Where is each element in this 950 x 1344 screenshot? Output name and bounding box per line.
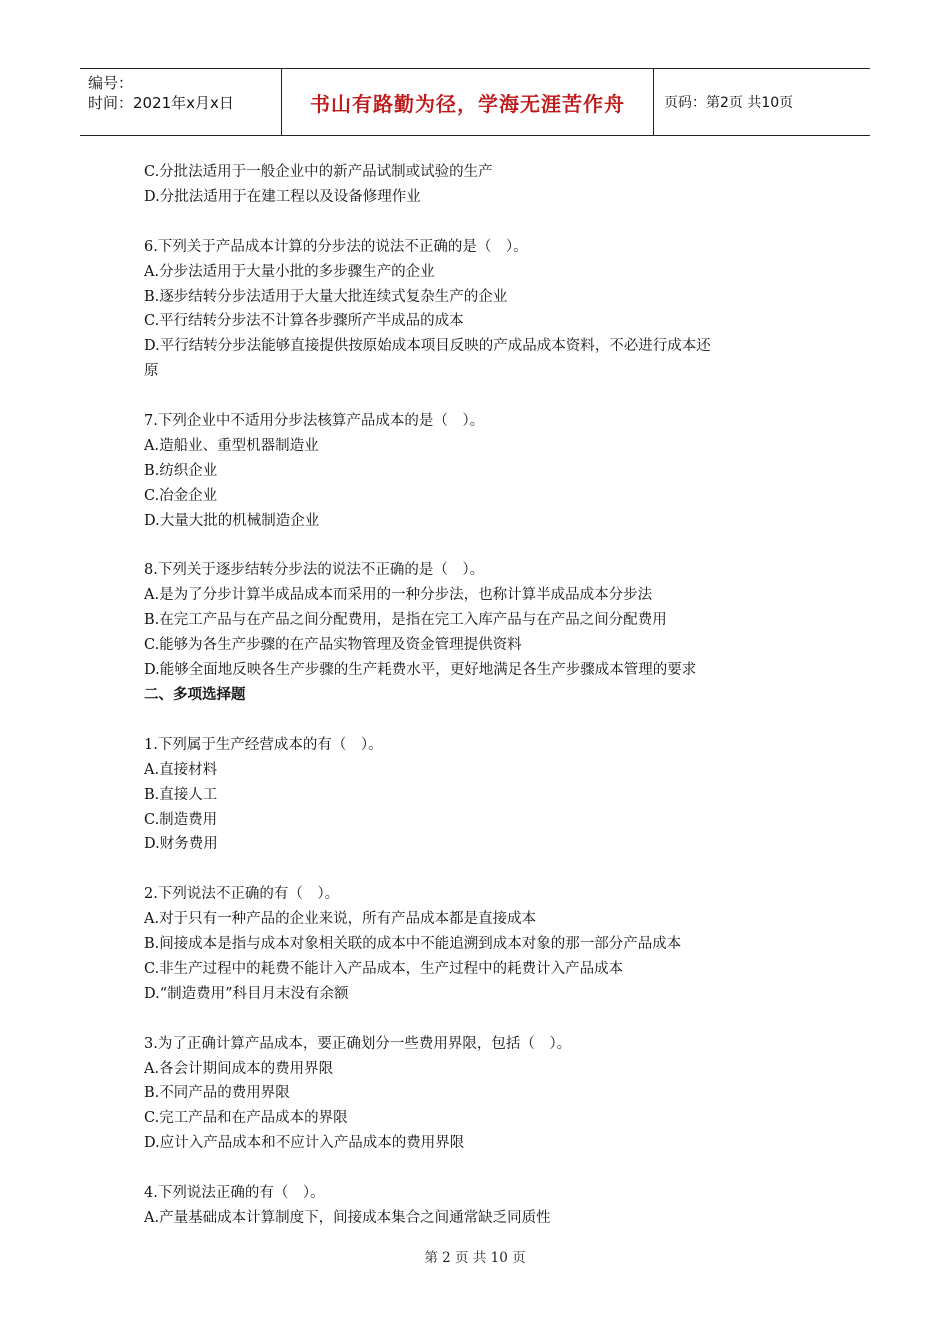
blank-line — [144, 384, 814, 409]
text-line: C.制造费用 — [144, 811, 218, 828]
document-body — [144, 160, 814, 1231]
blank-line — [144, 708, 814, 733]
text-line: B.纺织企业 — [144, 462, 218, 479]
text-line: 6.下列关于产品成本计算的分步法的说法不正确的是（ ）。 — [144, 238, 528, 255]
text-line: B.逐步结转分步法适用于大量大批连续式复杂生产的企业 — [144, 288, 508, 305]
text-line: 原 — [144, 363, 159, 380]
text-line: A.各会计期间成本的费用界限 — [144, 1060, 334, 1077]
text-line: D.平行结转分步法能够直接提供按原始成本项目反映的产成品成本资料，不必进行成本还 — [144, 338, 711, 355]
text-line: A.直接材料 — [144, 761, 218, 778]
text-line: D.分批法适用于在建工程以及设备修理作业 — [144, 188, 421, 205]
text-line: 8.下列关于逐步结转分步法的说法不正确的是（ ）。 — [144, 562, 485, 579]
text-line: 2.下列说法不正确的有（ ）。 — [144, 886, 340, 903]
blank-line — [144, 1156, 814, 1181]
text-line: B.在完工产品与在产品之间分配费用，是指在完工入库产品与在产品之间分配费用 — [144, 612, 667, 629]
header-motto: 书山有路勤为径，学海无涯苦作舟 — [282, 69, 654, 135]
text-line: A.分步法适用于大量小批的多步骤生产的企业 — [144, 263, 435, 280]
text-line: 4.下列说法正确的有（ ）。 — [144, 1185, 325, 1202]
page-header — [80, 68, 870, 136]
text-line: 7.下列企业中不适用分步法核算产品成本的是（ ）。 — [144, 413, 485, 430]
text-line: C.冶金企业 — [144, 487, 218, 504]
blank-line — [144, 534, 814, 559]
text-line: B.不同产品的费用界限 — [144, 1085, 290, 1102]
text-line: A.产量基础成本计算制度下，间接成本集合之间通常缺乏同质性 — [144, 1209, 551, 1226]
text-line: C.分批法适用于一般企业中的新产品试制或试验的生产 — [144, 164, 493, 180]
question-block-single-choice — [144, 160, 814, 683]
text-line: C.平行结转分步法不计算各步骤所产半成品的成本 — [144, 313, 464, 330]
text-line: C.非生产过程中的耗费不能计入产品成本，生产过程中的耗费计入产品成本 — [144, 960, 624, 977]
text-line: 3.为了正确计算产品成本，要正确划分一些费用界限，包括（ ）。 — [144, 1035, 572, 1052]
text-line: D.大量大批的机械制造企业 — [144, 512, 320, 529]
text-line: 1.下列属于生产经营成本的有（ ）。 — [144, 736, 383, 753]
text-line: A.是为了分步计算半成品成本而采用的一种分步法，也称计算半成品成本分步法 — [144, 587, 653, 604]
text-line: D.能够全面地反映各生产步骤的生产耗费水平，更好地满足各生产步骤成本管理的要求 — [144, 662, 697, 679]
question-block-multiple-choice — [144, 708, 814, 1231]
text-line: C.完工产品和在产品成本的界限 — [144, 1110, 348, 1127]
document-date-label: 时间：2021年x月x日 — [88, 94, 234, 112]
document-number-label: 编号： — [88, 74, 134, 92]
blank-line — [144, 1007, 814, 1032]
text-line: A.造船业、重型机器制造业 — [144, 437, 319, 454]
text-line: D.财务费用 — [144, 836, 218, 853]
text-line: B.直接人工 — [144, 786, 218, 803]
blank-line — [144, 857, 814, 882]
text-line: D.“制造费用”科目月末没有余额 — [144, 985, 349, 1002]
text-line: A.对于只有一种产品的企业来说，所有产品成本都是直接成本 — [144, 911, 537, 928]
blank-line — [144, 210, 814, 235]
text-line: D.应计入产品成本和不应计入产品成本的费用界限 — [144, 1135, 465, 1152]
header-page-code: 页码：第2页 共10页 — [664, 95, 794, 111]
text-line: B.间接成本是指与成本对象相关联的成本中不能追溯到成本对象的那一部分产品成本 — [144, 936, 682, 953]
header-meta — [80, 69, 282, 135]
text-line: C.能够为各生产步骤的在产品实物管理及资金管理提供资料 — [144, 637, 522, 654]
page-footer: 第 2 页 共 10 页 — [424, 1250, 526, 1266]
section-title-multiple-choice: 二、多项选择题 — [144, 686, 246, 703]
